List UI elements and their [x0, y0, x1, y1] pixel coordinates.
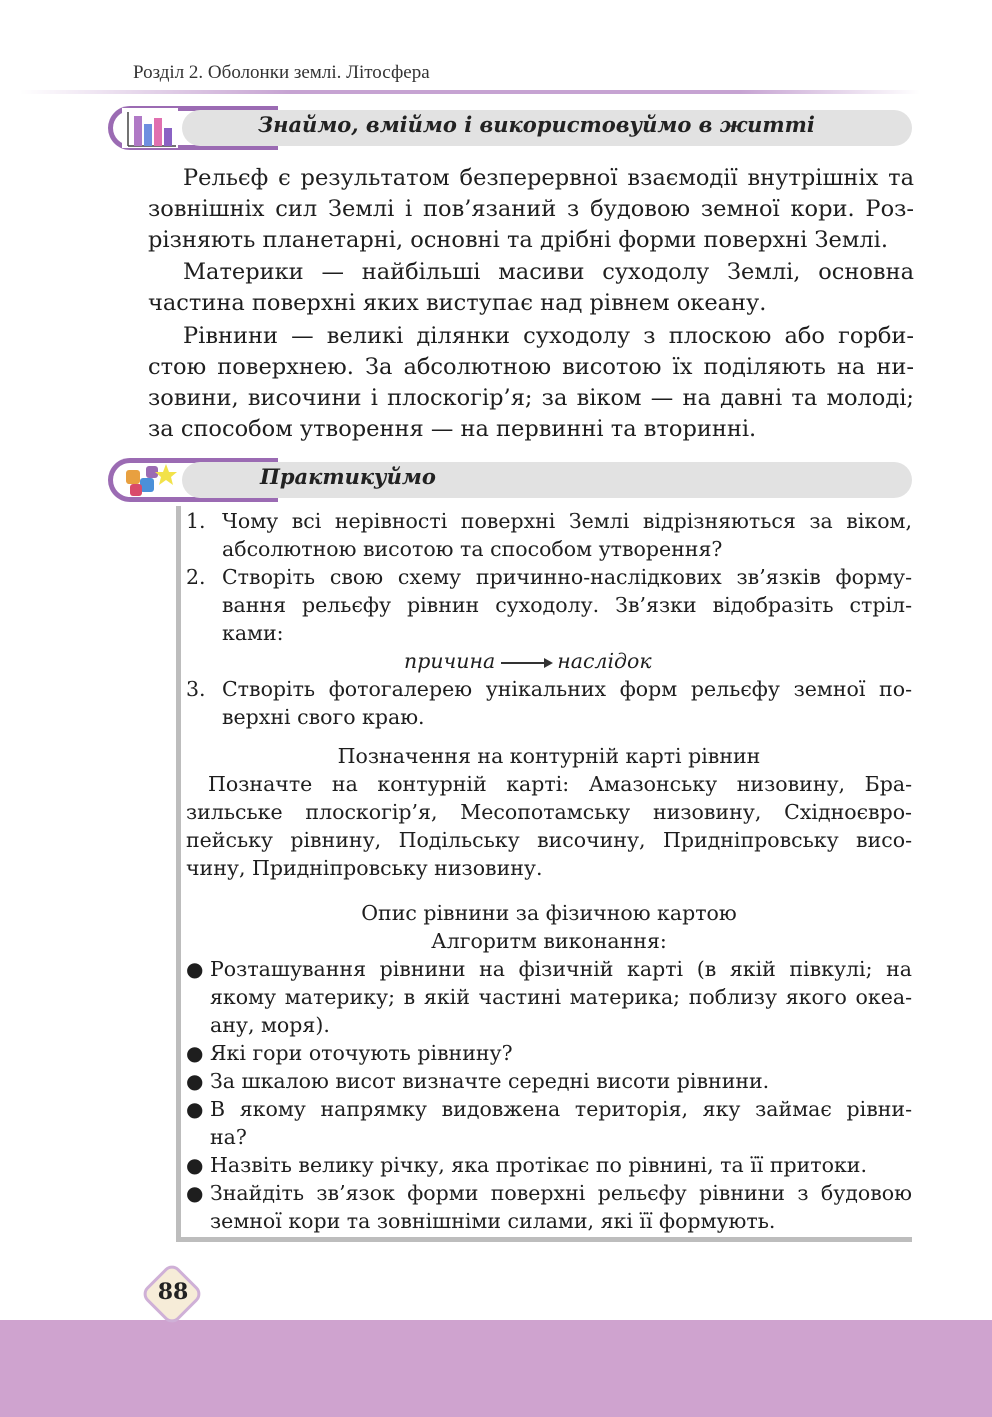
arrow-icon: [501, 662, 551, 664]
section-bar-know: [108, 106, 912, 150]
text-line: різняють планетарні, основні та дрібні форми поверхні Землі.: [148, 227, 888, 253]
text-line: зовнішніх сил Землі і пов’язаний з будовою земної кори. Роз-: [148, 196, 914, 222]
text-line: вання рельєфу рівнин суходолу. Зв’язки відобразіть стріл-: [222, 593, 912, 617]
text-line: Створіть фотогалерею унікальних форм рельєфу земної по-: [222, 677, 912, 701]
task-number: 3.: [186, 677, 206, 701]
text-line: пейську рівнину, Подільську височину, Придніпровську висо-: [186, 828, 912, 852]
bullet-item: [186, 1039, 912, 1067]
description-subtitle: Алгоритм виконання:: [431, 929, 667, 953]
task-number: 1.: [186, 509, 206, 533]
text-line: ками:: [222, 621, 284, 645]
chapter-header: Розділ 2. Оболонки землі. Літосфера: [133, 62, 430, 83]
cause-label: причина: [404, 649, 496, 673]
bullet-icon: ●: [186, 957, 204, 981]
text-line: В якому напрямку видовжена територія, яку займає рівни-: [210, 1097, 912, 1121]
bullet-icon: ●: [186, 1153, 204, 1177]
text-line: зовини, височини і плоскогір’я; за віком — на давні та молоді;: [148, 385, 914, 411]
text-line: За шкалою висот визначте середні висоти рівнини.: [210, 1069, 770, 1093]
map-task-title: Позначення на контурній карті рівнин: [337, 744, 761, 768]
text-line: чину, Придніпровську низовину.: [186, 856, 543, 880]
paragraph-relief: [148, 163, 914, 256]
bullet-icon: ●: [186, 1097, 204, 1121]
section-bar-practice: [108, 458, 912, 502]
bullet-icon: ●: [186, 1041, 204, 1065]
bullet-item: [186, 1095, 912, 1151]
section-title: Знаймо, вміймо і використовуймо в житті: [258, 112, 815, 137]
text-line: частина поверхні яких виступає над рівнем океану.: [148, 290, 767, 316]
text-line: Знайдіть зв’язок форми поверхні рельєфу рівнини з будовою: [210, 1181, 912, 1205]
task-3: [186, 675, 912, 731]
text-line: Розташування рівнини на фізичній карті (в якій півкулі; на: [210, 957, 912, 981]
text-line: Чому всі нерівності поверхні Землі відрізняються за віком,: [222, 509, 912, 533]
bullet-icon: ●: [186, 1181, 204, 1205]
text-line: Створіть свою схему причинно-наслідкових зв’язків форму-: [222, 565, 912, 589]
footer-band: [0, 1320, 992, 1417]
text-line: ану, моря).: [210, 1013, 330, 1037]
section-title: Практикуймо: [260, 464, 436, 489]
text-line: верхні свого краю.: [222, 705, 425, 729]
text-line: якому материку; в якій частині материка; поблизу якого океа-: [210, 985, 912, 1009]
text-line: Рельєф є результатом безперервної взаємодії внутрішніх та: [183, 165, 914, 191]
description-title: Опис рівнини за фізичною картою: [361, 901, 737, 925]
text-line: Рівнини — великі ділянки суходолу з плоскою або горби-: [183, 323, 914, 349]
map-task-text: [186, 770, 912, 882]
task-1: [186, 507, 912, 563]
text-line: Материки — найбільші масиви суходолу Землі, основна: [183, 259, 914, 285]
header-divider: [20, 90, 920, 94]
page-number: 88: [157, 1279, 189, 1305]
text-line: земної кори та зовнішніми силами, які її формують.: [210, 1209, 776, 1233]
bullet-item: [186, 1151, 912, 1179]
task-number: 2.: [186, 565, 206, 589]
text-line: за способом утворення — на первинні та вторинні.: [148, 416, 757, 442]
cause-effect-scheme: [404, 647, 652, 675]
paragraph-continents: [148, 257, 914, 319]
puzzle-icon: [122, 460, 178, 500]
bullet-item: [186, 1067, 912, 1095]
text-line: на?: [210, 1125, 247, 1149]
effect-label: наслідок: [557, 649, 652, 673]
bar-chart-icon: [122, 108, 178, 148]
text-line: абсолютною висотою та способом утворення?: [222, 537, 723, 561]
text-line: Позначте на контурній карті: Амазонську низовину, Бра-: [208, 772, 912, 796]
bullet-icon: ●: [186, 1069, 204, 1093]
text-line: стою поверхнею. За абсолютною висотою їх поділяють на ни-: [148, 354, 914, 380]
text-line: зильське плоскогір’я, Месопотамську низовину, Східноєвро-: [186, 800, 912, 824]
paragraph-plains: [148, 321, 914, 445]
text-line: Які гори оточують рівнину?: [210, 1041, 513, 1065]
bullet-item: [186, 955, 912, 1039]
task-2: [186, 563, 912, 647]
page-number-badge: [140, 1262, 206, 1328]
text-line: Назвіть велику річку, яка протікає по рівнині, та її притоки.: [210, 1153, 867, 1177]
bullet-item: [186, 1179, 912, 1235]
